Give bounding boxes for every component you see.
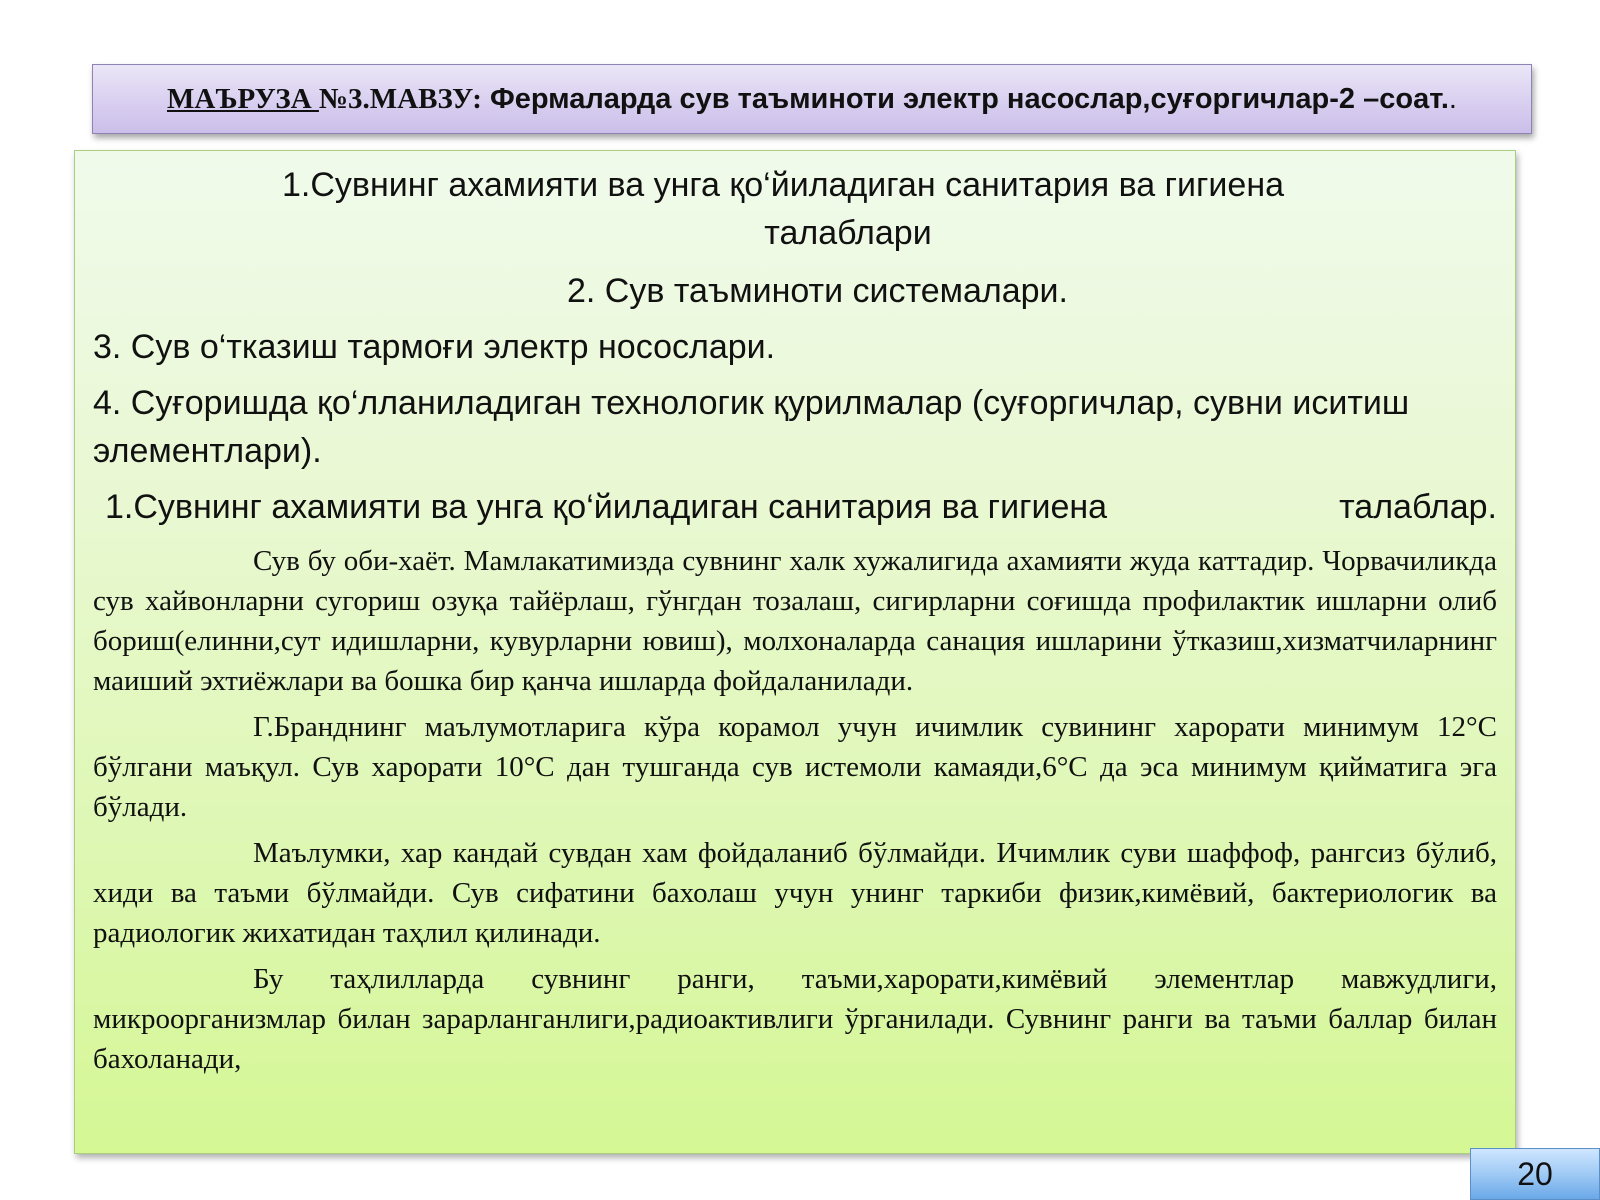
section-heading (93, 483, 1497, 531)
body-paragraph-4: Бу таҳлилларда сувнинг ранги, таъми,харорати,кимёвий элементлар мавжудлиги, микроорганизмлар билан зарарланганлиги,радиоактивлиги ўрганилади. Сувнинг ранги ва таъми баллар билан бахоланади, (93, 963, 1497, 1075)
outline-item-1 (93, 161, 1497, 257)
outline-item-1-line1: 1.Сувнинг ахамияти ва унга қо‘йиладиган санитария ва гигиена (281, 166, 1285, 204)
outline-item-4: 4. Суғоришда қо‘лланиладиган технологик қурилмалар (суғоргичлар, сувни иситиш элементлари). (93, 384, 1410, 470)
page-title (167, 83, 1457, 116)
outline-item-2: 2. Сув таъминоти системалари. (566, 272, 1068, 310)
section-heading-right: талаблар. (1339, 488, 1497, 526)
outline-item-1-line2: талаблари (764, 214, 932, 252)
content-panel (74, 150, 1516, 1154)
title-topic: Фермаларда сув таъминоти электр насослар,суғоргичлар-2 –соат. (481, 82, 1449, 115)
outline-item-3: 3. Сув о‘тказиш тармоғи электр носослари. (93, 328, 776, 366)
title-lead: МАЪРУЗА (167, 82, 319, 115)
body-paragraph-3: Маълумки, хар кандай сувдан хам фойдаланиб бўлмайди. Ичимлик суви шаффоф, рангсиз бўлиб, хиди ва таъми бўлмайди. Сув сифатини бахолаш учун унинг таркиби физик,кимёвий, бактериологик ва радиологик жихатидан таҳлил қилинади. (93, 837, 1497, 949)
title-trailing-dot: . (1448, 82, 1457, 115)
section-heading-left: 1.Сувнинг ахамияти ва унга қо‘йиладиган санитария ва гигиена (105, 488, 1108, 526)
title-number: №3.МАВЗУ: (318, 82, 482, 115)
body-paragraph-2: Г.Бранднинг маълумотларига кўра корамол учун ичимлик сувининг харорати минимум 12°С бўлгани маъқул. Сув харорати 10°С дан тушганда сув истемоли камаяди,6°С да эса минимум қийматига эга бўлади. (93, 711, 1497, 823)
page-number-badge: 20 (1470, 1148, 1600, 1200)
body-paragraph-1: Сув бу оби-хаёт. Мамлакатимизда сувнинг халк хужалигида ахамияти жуда каттадир. Чорвачиликда сув хайвонларни сугориш озуқа тайёрлаш, гўнгдан тозалаш, сигирларни соғишда профилактик ишларни олиб бориш(елинни,сут идишларни, кувурларни ювиш), молхоналарда санация ишларини ўтказиш,хизматчиларнинг маиший эхтиёжлари ва бошка бир қанча ишларда фойдаланилади. (93, 545, 1497, 697)
title-banner (92, 64, 1532, 134)
